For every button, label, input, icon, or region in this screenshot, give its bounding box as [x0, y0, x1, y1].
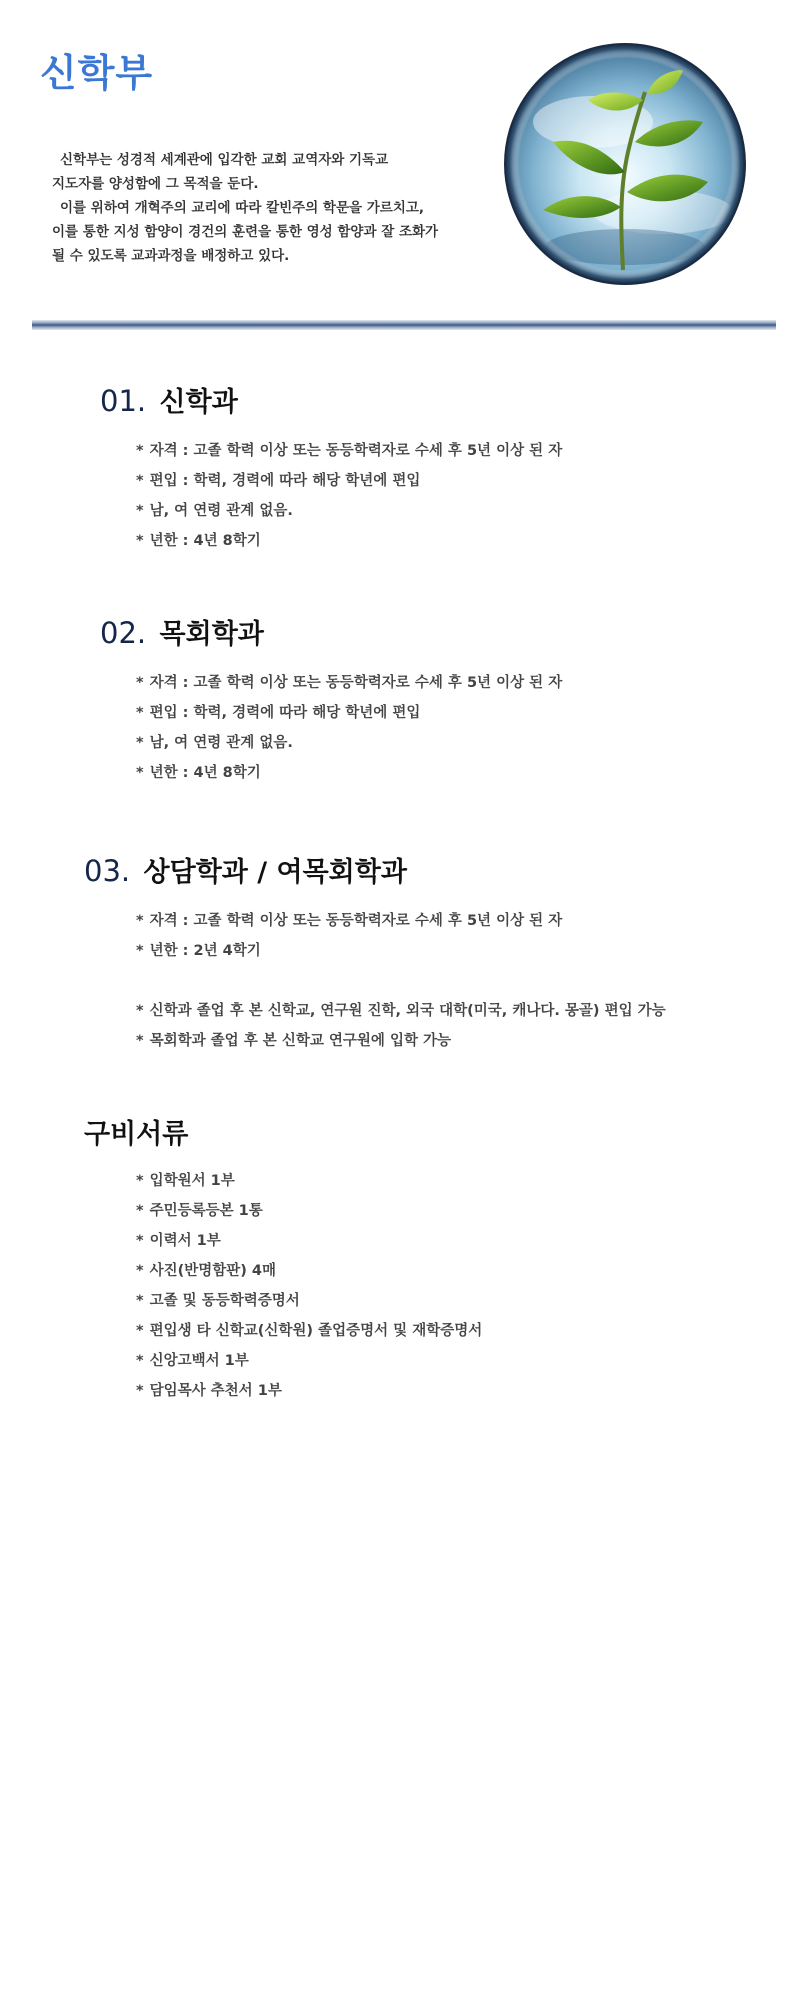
section-title: 구비서류: [84, 1119, 189, 1150]
intro-line: 신학부는 성경적 세계관에 입각한 교회 교역자와 기독교: [60, 152, 389, 168]
section-documents: [84, 1112, 188, 1151]
section-number: 01.: [100, 384, 147, 418]
list-item: * 편입생 타 신학교(신학원) 졸업증명서 및 재학증명서: [136, 1323, 483, 1339]
section-theology: [100, 380, 238, 419]
intro-line: 될 수 있도록 교과과정을 배정하고 있다.: [52, 248, 290, 264]
list-item: * 년한 : 4년 8학기: [136, 765, 261, 781]
list-item: * 신앙고백서 1부: [136, 1353, 249, 1369]
section-number: 03.: [84, 854, 131, 888]
section-pastoral: [100, 612, 264, 651]
list-item: * 자격 : 고졸 학력 이상 또는 동등학력자로 수세 후 5년 이상 된 자: [136, 443, 563, 459]
list-item: * 남, 여 연령 관계 없음.: [136, 735, 293, 751]
list-item: * 사진(반명함판) 4매: [136, 1263, 277, 1279]
section-counseling-notes: [136, 996, 666, 1056]
list-item: * 주민등록등본 1통: [136, 1203, 263, 1219]
section-heading: [100, 612, 264, 651]
list-item: * 자격 : 고졸 학력 이상 또는 동등학력자로 수세 후 5년 이상 된 자: [136, 913, 563, 929]
section-divider: [32, 320, 776, 330]
section-heading: [100, 380, 238, 419]
list-item: * 편입 : 학력, 경력에 따라 해당 학년에 편입: [136, 705, 421, 721]
section-counseling: [84, 850, 407, 889]
list-item: * 자격 : 고졸 학력 이상 또는 동등학력자로 수세 후 5년 이상 된 자: [136, 675, 563, 691]
section-theology-items: [136, 436, 562, 556]
section-pastoral-items: [136, 668, 562, 788]
intro-text: [52, 148, 482, 268]
documents-items: [136, 1166, 482, 1406]
intro-line: 이를 통한 지성 함양이 경건의 훈련을 통한 영성 함양과 잘 조화가: [52, 224, 439, 240]
leaf-sphere-image: [503, 42, 747, 286]
section-counseling-items: [136, 906, 562, 966]
section-title: 목회학과: [159, 619, 264, 650]
list-item: * 고졸 및 동등학력증명서: [136, 1293, 300, 1309]
list-item: * 신학과 졸업 후 본 신학교, 연구원 진학, 외국 대학(미국, 캐나다. 몽골) 편입 가능: [136, 1003, 666, 1019]
intro-line: 지도자를 양성함에 그 목적을 둔다.: [52, 176, 259, 192]
section-heading: [84, 850, 407, 889]
list-item: * 이력서 1부: [136, 1233, 221, 1249]
intro-line: 이를 위하여 개혁주의 교리에 따라 칼빈주의 학문을 가르치고,: [60, 200, 425, 216]
list-item: * 남, 여 연령 관계 없음.: [136, 503, 293, 519]
section-number: 02.: [100, 616, 147, 650]
section-title: 신학과: [159, 387, 238, 418]
list-item: * 입학원서 1부: [136, 1173, 235, 1189]
list-item: * 담임목사 추천서 1부: [136, 1383, 282, 1399]
list-item: * 년한 : 4년 8학기: [136, 533, 261, 549]
list-item: * 편입 : 학력, 경력에 따라 해당 학년에 편입: [136, 473, 421, 489]
list-item: * 목회학과 졸업 후 본 신학교 연구원에 입학 가능: [136, 1033, 452, 1049]
list-item: * 년한 : 2년 4학기: [136, 943, 261, 959]
page-title: 신학부: [40, 51, 154, 95]
section-title: 상담학과 / 여목회학과: [143, 857, 407, 888]
